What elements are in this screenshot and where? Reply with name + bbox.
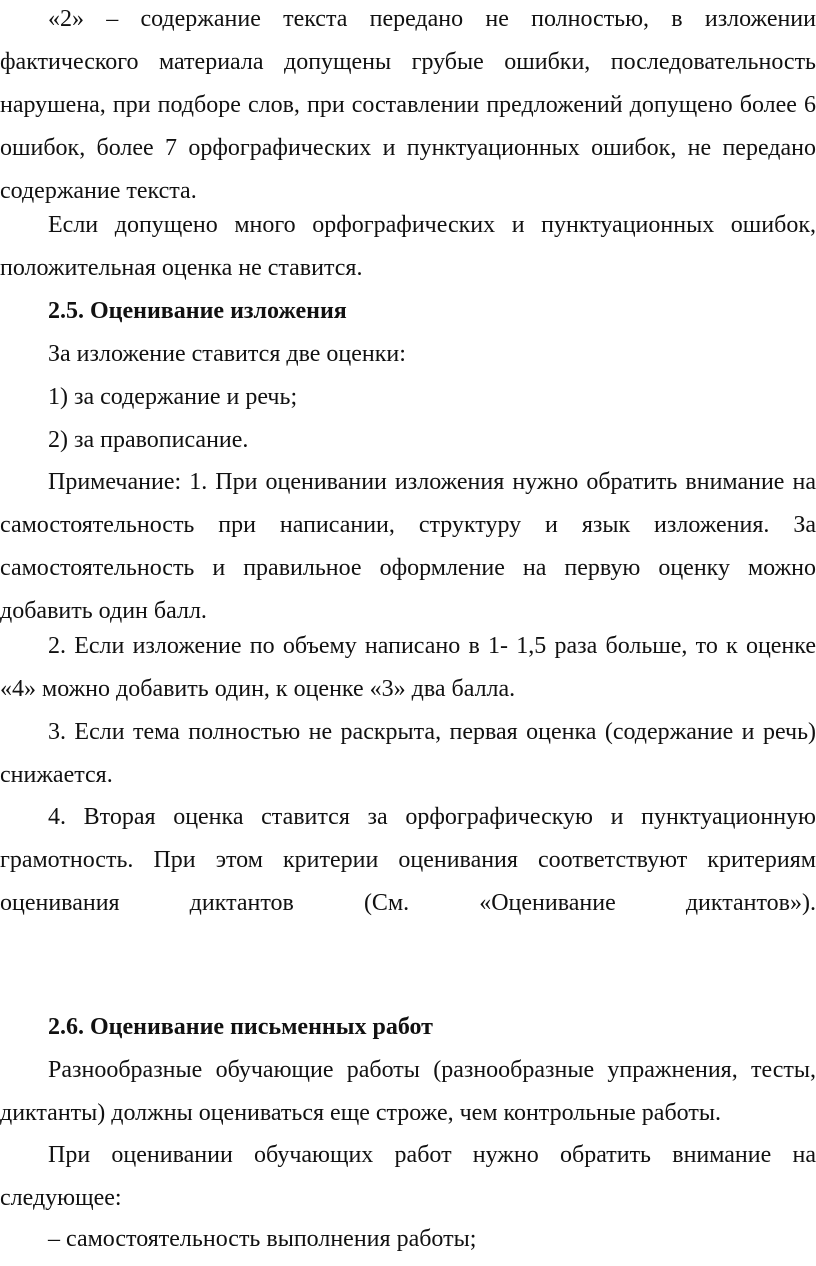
list-item-1: 1) за содержание и речь; (48, 384, 298, 410)
section-heading-2-6: 2.6. Оценивание письменных работ (48, 1014, 433, 1040)
paragraph-many-errors: Если допущено много орфографических и пунктуационных ошибок, положительная оценка не ставится. (0, 212, 816, 281)
section-heading-2-5: 2.5. Оценивание изложения (48, 298, 347, 324)
note-1: Примечание: 1. При оценивании изложения нужно обратить внимание на самостоятельность при написании, структуру и язык изложения. За самостоятельность и правильное оформление на первую оценку можно добавить один балл. (0, 469, 816, 624)
list-item-2: 2) за правописание. (48, 427, 249, 453)
note-3: 3. Если тема полностью не раскрыта, первая оценка (содержание и речь) снижается. (0, 719, 816, 788)
note-2: 2. Если изложение по объему написано в 1- 1,5 раза больше, то к оценке «4» можно добавить один, к оценке «3» два балла. (0, 633, 816, 702)
paragraph-attention: При оценивании обучающих работ нужно обратить внимание на следующее: (0, 1142, 816, 1211)
note-4: 4. Вторая оценка ставится за орфографическую и пунктуационную грамотность. При этом критерии оценивания соответствуют критериям оценивания диктантов (См. «Оценивание диктантов»). (0, 804, 816, 916)
paragraph-grade-2: «2» – содержание текста передано не полностью, в изложении фактического материала допущены грубые ошибки, последовательность нарушена, при подборе слов, при составлении предложений допущено более 6 ошибок, более 7 орфографических и пунктуационных ошибок, не передано содержание текста. (0, 6, 816, 204)
line-two-grades: За изложение ставится две оценки: (48, 341, 406, 367)
list-item-independence: – самостоятельность выполнения работы; (48, 1226, 477, 1252)
paragraph-training-works: Разнообразные обучающие работы (разнообразные упражнения, тесты, диктанты) должны оцениваться еще строже, чем контрольные работы. (0, 1057, 816, 1126)
